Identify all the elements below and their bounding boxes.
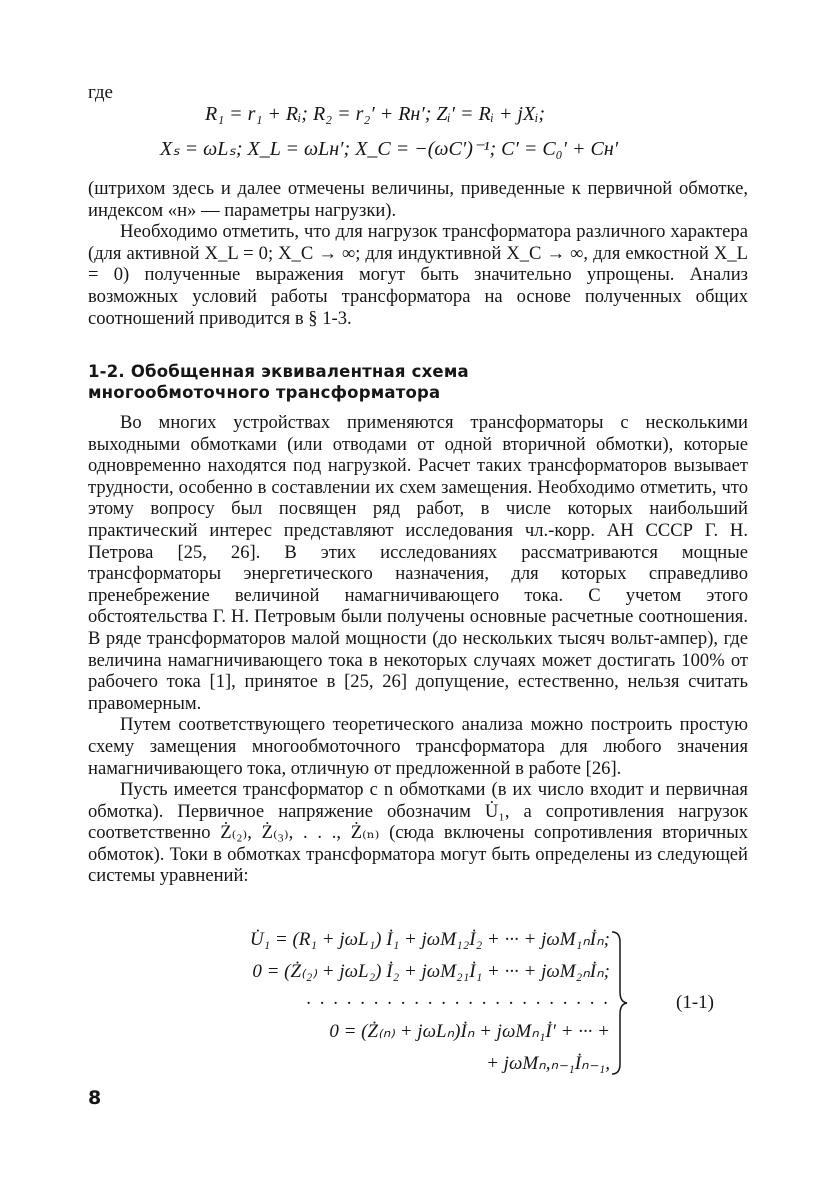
section-heading-line-2: многообмоточного трансформатора: [88, 383, 441, 402]
paragraph-system-setup: Пусть имеется трансформатор с n обмотками (в их число входит и первичная обмотка). Первичное напряжение обозначим U̇₁, а сопротивления нагрузок соответственно Ż₍₂₎, Ż₍₃₎, . . ., Ż₍ₙ₎ (сюда включены сопротивления вторичных обмоток). Токи в обмотках трансформатора могут быть определены из следующей системы уравнений:: [88, 779, 748, 887]
text-block-top: [88, 178, 748, 329]
paragraph-analysis: Путем соответствующего теоретического анализа можно построить простую схему замещения многообмоточного трансформатора для любого значения намагничивающего тока, отличную от предложенной в работе [26].: [88, 714, 748, 779]
equation-line-4: 0 = (Ż₍ₙ₎ + jωLₙ)İₙ + jωMₙ₁İ′ + ··· +: [329, 1021, 610, 1042]
equation-number: (1-1): [676, 992, 714, 1013]
text-block-main: [88, 412, 748, 887]
page-number: 8: [88, 1087, 102, 1109]
equation-line-2: 0 = (Ż₍₂₎ + jωL₂) İ₂ + jωM₂₁İ₁ + ··· + jωM₂ₙİₙ;: [252, 961, 610, 982]
equation-line-1: U̇₁ = (R₁ + jωL₁) İ₁ + jωM₁₂İ₂ + ··· + jωM₁ₙİₙ;: [249, 929, 610, 950]
definitions-line-2: Xₛ = ωLₛ; X_L = ωLн′; X_C = −(ωC′)⁻¹; C′ = C₀′ + Cн′: [160, 138, 619, 160]
equation-ellipsis-row: . . . . . . . . . . . . . . . . . . . . . . .: [306, 988, 610, 1009]
paragraph-intro: Во многих устройствах применяются трансформаторы с несколькими выходными обмотками (или отводами от одной вторичной обмотки), которые одновременно находятся под нагрузкой. Расчет таких трансформаторов вызывает трудности, особенно в составлении их схем замещения. Необходимо отметить, что этому вопросу был посвящен ряд работ, в числе которых наибольший практический интерес представляют исследования чл.-корр. АН СССР Г. Н. Петрова [25, 26]. В этих исследованиях рассматриваются мощные трансформаторы энергетического назначения, для которых справедливо пренебрежение величиной намагничивающего тока. С учетом этого обстоятельства Г. Н. Петровым были получены основные расчетные соотношения. В ряде трансформаторов малой мощности (до нескольких тысяч вольт-ампер), где величина намагничивающего тока в некоторых случаях может достигать 100% от рабочего тока [1], принятое в [25, 26] допущение, естественно, нельзя считать правомерным.: [88, 412, 748, 714]
paragraph-load-types: Необходимо отметить, что для нагрузок трансформатора различного характера (для активной X_L = 0; X_C → ∞; для индуктивной X_C → ∞, для емкостной X_L = 0) полученные выражения могут быть значительно упрощены. Анализ возможных условий работы трансформатора на основе полученных общих соотношений приводится в § 1-3.: [88, 221, 748, 329]
section-heading-line-1: 1-2. Обобщенная эквивалентная схема: [88, 362, 469, 381]
paragraph-notation-note: (штрихом здесь и далее отмечены величины, приведенные к первичной обмотке, индексом «н» — параметры нагрузки).: [88, 178, 748, 221]
right-brace: [610, 930, 628, 1076]
where-label: где: [88, 82, 113, 103]
section-heading: [88, 361, 469, 403]
definitions-line-1: R₁ = r₁ + Rᵢ; R₂ = r₂′ + Rн′; Zᵢ′ = Rᵢ + jXᵢ;: [205, 103, 546, 125]
equation-line-5: + jωMₙ,ₙ₋₁İₙ₋₁,: [486, 1053, 610, 1074]
